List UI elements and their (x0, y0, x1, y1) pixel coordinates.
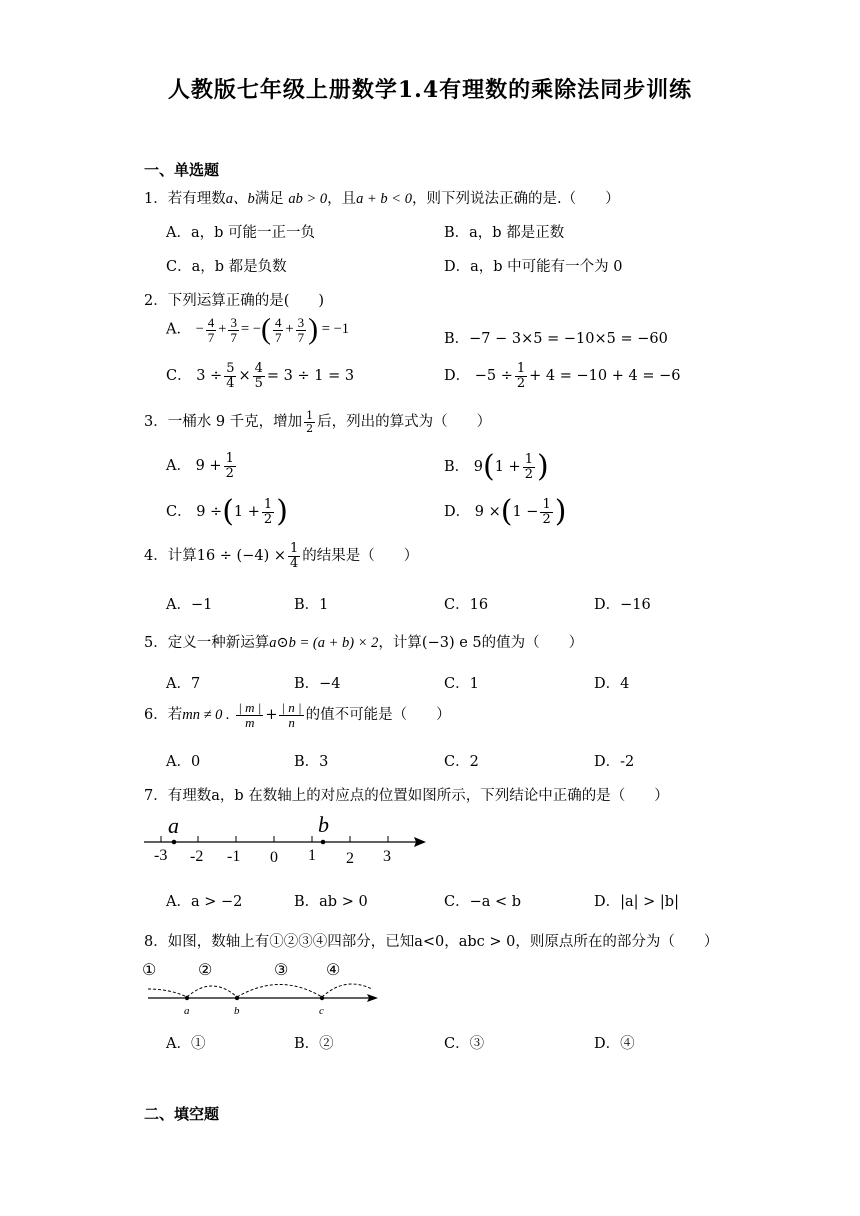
q1-text: 1．若有理数 (144, 191, 226, 207)
option-label: C． (166, 368, 192, 385)
q3-option-b[interactable] (444, 449, 549, 484)
option-label: D． (444, 504, 471, 520)
q3-text: 3．一桶水 9 千克，增加 (144, 414, 303, 431)
q8-region-label: ① (142, 962, 157, 979)
q2-option-b[interactable]: B．−7 − 3×5 = −10×5 = −60 (444, 331, 668, 347)
q2-d-expression: −5 ÷ $\frac{1}{2}$ + 4 = −10 + 4 = −6 (474, 361, 681, 391)
q6-condition: mn ≠ 0 . (182, 707, 230, 724)
section-heading-single-choice: 一、单选题 (144, 161, 220, 179)
option-label: A． (166, 458, 191, 475)
question-3-stem: 3．一桶水 9 千克，增加 $\frac{1}{2}$ 后，列出的算式为（ ） (144, 409, 492, 435)
q7-option-c[interactable]: C．−a < b (444, 894, 522, 910)
q8-point-b-dot (235, 996, 239, 1000)
q3-option-a[interactable] (166, 452, 238, 480)
q3-b-expression: 9(1 + $\frac{1}{2}$ ) (473, 449, 549, 484)
q7-option-a[interactable]: A．a > −2 (166, 894, 243, 910)
q1-vars: a、b (225, 191, 255, 207)
q7-number-line-figure (140, 812, 430, 872)
q2-option-d[interactable] (444, 362, 680, 390)
q6-option-c[interactable]: C．2 (444, 754, 479, 770)
q8-region-label: ③ (274, 962, 289, 979)
q3-a-expression: 9 + $\frac{1}{2}$ (195, 451, 234, 481)
option-label: D． (444, 368, 471, 385)
q3-c-expression: 9 ÷(1 + $\frac{1}{2}$ ) (196, 494, 288, 529)
q5-option-d[interactable]: D．4 (594, 676, 630, 692)
q5-expression: (−3) e 5 (421, 635, 482, 651)
option-label: A． (166, 321, 191, 338)
q6-option-d[interactable]: D．-2 (594, 754, 635, 770)
q1-condition: a + b < 0 (356, 191, 412, 207)
question-6-stem: 6．若mn ≠ 0 . $\frac{| m |}{m}$ + $\frac{| n |}{n}$ 的值不可能是（ ） (144, 700, 451, 730)
q6-text: 6．若 (144, 707, 183, 724)
q1-condition: ab > 0 (288, 191, 328, 207)
question-7-stem: 7．有理数a，b 在数轴上的对应点的位置如图所示，下列结论中正确的是（ ） (144, 788, 669, 804)
q4-text: 的结果是（ ） (302, 548, 419, 565)
q5-option-b[interactable]: B．−4 (294, 676, 341, 692)
q2-a-expression: − $\frac{4}{7}$ + $\frac{3}{7}$ = −( $\frac{4}{7}$ + $\frac{3}{7}$ ) = −1 (195, 313, 349, 346)
q1-text: 满足 (254, 191, 284, 207)
q5-definition: a⊙b = (a + b) × 2 (269, 635, 379, 651)
q8-option-a[interactable]: A．① (166, 1036, 206, 1052)
q3-option-c[interactable] (166, 494, 288, 529)
q2-option-a[interactable] (166, 315, 349, 345)
q8-region-label: ④ (326, 962, 341, 979)
section-heading-fill-blank: 二、填空题 (144, 1105, 220, 1123)
q8-point-label: b (234, 1005, 240, 1017)
q1-option-a[interactable]: A．a，b 可能一正一负 (166, 225, 316, 241)
q2-c-expression: 3 ÷ $\frac{5}{4}$ × $\frac{4}{5}$ = 3 ÷ 1 = 3 (196, 361, 355, 391)
q8-option-d[interactable]: D．④ (594, 1036, 635, 1052)
q8-point-c-dot (320, 996, 324, 1000)
q6-text: 的值不可能是（ ） (305, 707, 451, 724)
q7-ticks (161, 836, 388, 842)
q7-tick-label: 3 (383, 848, 391, 865)
q7-point-a-label: a (168, 813, 179, 838)
q4-option-a[interactable]: A．−1 (166, 597, 213, 613)
question-8-stem: 8．如图，数轴上有①②③④四部分，已知a<0，abc > 0，则原点所在的部分为（ ） (144, 934, 719, 950)
q8-point-a-dot (185, 996, 189, 1000)
q7-option-d[interactable]: D．|a| > |b| (594, 894, 679, 910)
q1-option-c[interactable]: C．a，b 都是负数 (166, 259, 287, 275)
q1-option-d[interactable]: D．a，b 中可能有一个为 0 (444, 259, 623, 275)
q8-region-label: ② (198, 962, 213, 979)
question-4-stem: 4．计算16 ÷ (−4) × $\frac{1}{4}$ 的结果是（ ） (144, 541, 419, 571)
q8-point-label: a (184, 1005, 190, 1017)
q1-text: ，且 (327, 191, 357, 207)
question-1-stem (144, 187, 620, 208)
option-label: B． (444, 459, 470, 475)
q5-text: 5．定义一种新运算 (144, 635, 270, 651)
q7-tick-label: -1 (227, 848, 241, 865)
q6-option-b[interactable]: B．3 (294, 754, 329, 770)
question-5-stem (144, 631, 583, 652)
q8-point-label: c (319, 1005, 324, 1017)
q7-option-b[interactable]: B．ab > 0 (294, 894, 368, 910)
q7-tick-label: 1 (308, 847, 316, 864)
q5-option-c[interactable]: C．1 (444, 676, 479, 692)
q8-option-c[interactable]: C．③ (444, 1036, 485, 1052)
q3-d-expression: 9 ×(1 − $\frac{1}{2}$ ) (474, 494, 567, 529)
q4-expression: 16 ÷ (−4) × (196, 548, 286, 565)
q4-option-d[interactable]: D．−16 (594, 597, 651, 613)
question-2-stem: 2．下列运算正确的是( ) (144, 293, 325, 309)
q5-text: ，计算 (378, 635, 422, 651)
q7-point-a-dot (172, 840, 177, 845)
q3-text: 后，列出的算式为（ ） (317, 414, 492, 431)
q8-number-line-figure (140, 958, 390, 1020)
q6-option-a[interactable]: A．0 (166, 754, 201, 770)
q4-text: 4．计算 (144, 548, 197, 565)
q1-text: ，则下列说法正确的是.（ ） (411, 191, 620, 207)
q3-option-d[interactable] (444, 494, 567, 529)
q4-option-c[interactable]: C．16 (444, 597, 489, 613)
q5-option-a[interactable]: A．7 (166, 676, 201, 692)
q8-option-b[interactable]: B．② (294, 1036, 334, 1052)
q7-tick-label: 2 (346, 850, 354, 867)
q2-option-c[interactable] (166, 362, 354, 390)
q5-text: 的值为（ ） (481, 635, 584, 651)
q1-option-b[interactable]: B．a，b 都是正数 (444, 225, 565, 241)
q4-option-b[interactable]: B．1 (294, 597, 329, 613)
option-label: C． (166, 504, 192, 520)
q7-tick-label: 0 (270, 849, 278, 866)
q7-point-b-dot (321, 840, 326, 845)
page-title: 人教版七年级上册数学1.4有理数的乘除法同步训练 (167, 77, 693, 103)
q7-point-b-label: b (318, 812, 329, 837)
q7-tick-label: -2 (190, 848, 204, 865)
q7-tick-label: -3 (154, 847, 168, 864)
